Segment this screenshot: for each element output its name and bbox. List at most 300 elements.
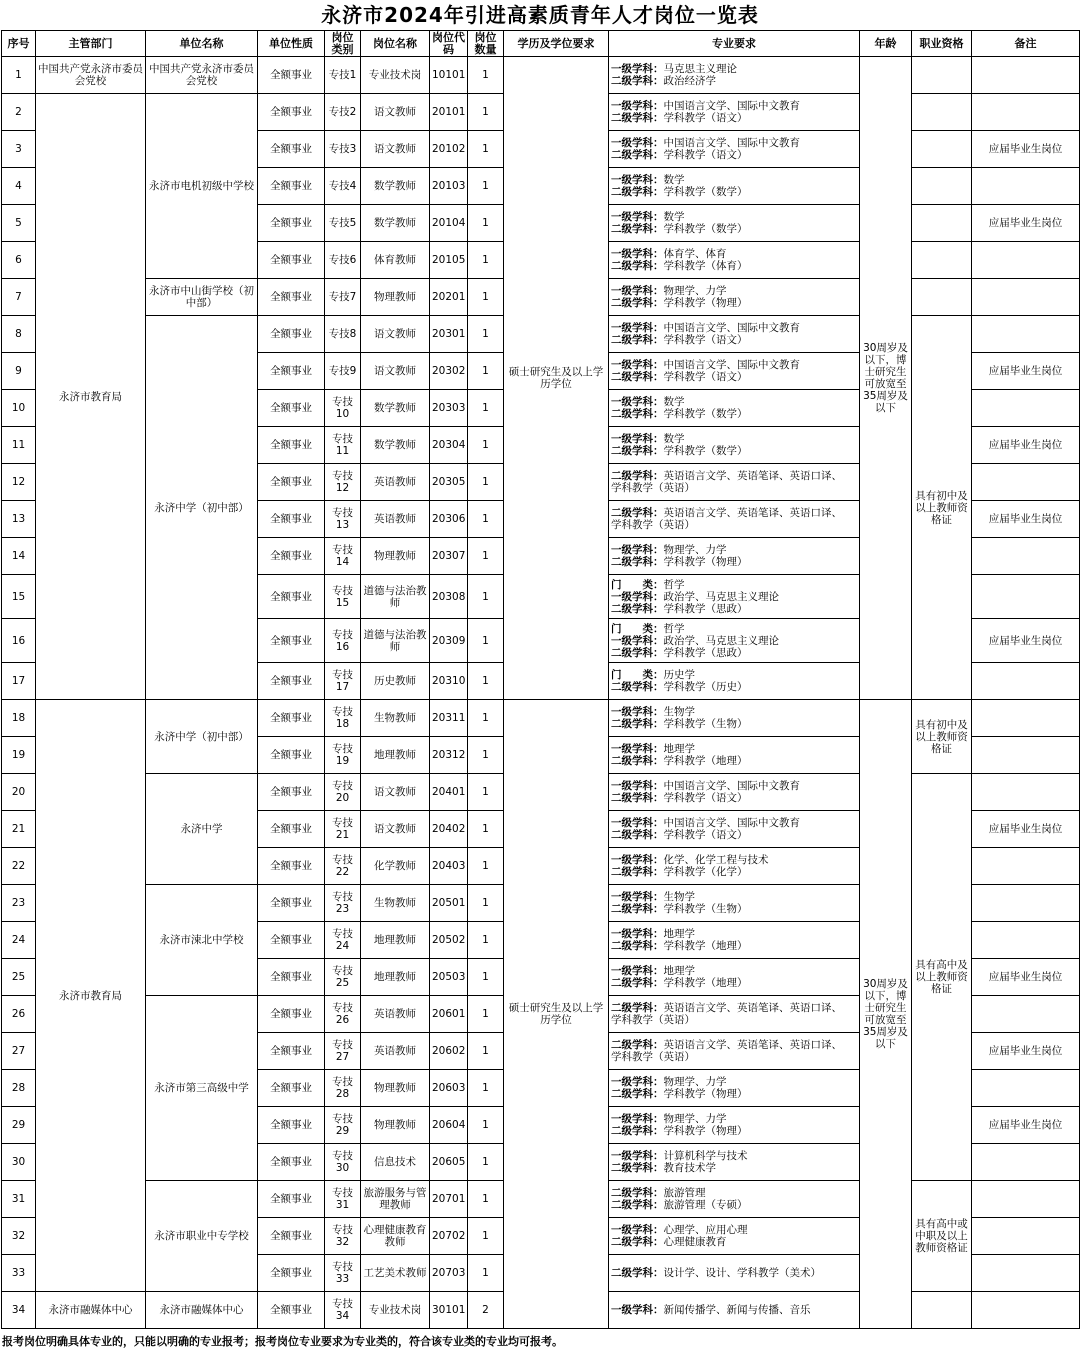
major-line	[611, 1199, 857, 1211]
cell-note: 应届毕业生岗位	[972, 959, 1080, 996]
cell-major	[609, 168, 860, 205]
major-line	[611, 186, 857, 198]
cell-seq: 11	[2, 427, 36, 464]
cell-category: 专技26	[325, 996, 361, 1033]
major-line	[611, 544, 857, 556]
cell-note	[972, 538, 1080, 575]
cell-age: 30周岁及以下，博士研究生可放宽至35周岁及以下	[860, 57, 912, 700]
major-level: 二级学科：	[611, 602, 664, 615]
cell-qualification	[912, 168, 972, 205]
major-subjects: 物理学、力学	[663, 544, 727, 556]
cell-dept: 永济市融媒体中心	[36, 1292, 146, 1329]
cell-position-name: 数学教师	[361, 168, 430, 205]
major-level: 门 类：	[611, 669, 664, 681]
positions-table	[1, 30, 1080, 1329]
major-line	[611, 149, 857, 161]
cell-nature: 全额事业	[258, 1033, 325, 1070]
major-level: 二级学科：	[611, 1236, 664, 1248]
major-line	[611, 623, 857, 635]
cell-note	[972, 922, 1080, 959]
major-subjects: 学科教学（语文）	[663, 371, 748, 383]
major-line	[611, 75, 857, 87]
header-major: 专业要求	[609, 31, 860, 57]
major-subjects: 哲学	[663, 622, 685, 635]
major-line	[611, 591, 857, 603]
major-line	[611, 211, 857, 223]
cell-nature: 全额事业	[258, 774, 325, 811]
major-subjects: 心理学、应用心理	[663, 1224, 748, 1236]
cell-major	[609, 464, 860, 501]
cell-seq: 4	[2, 168, 36, 205]
cell-position-name: 专业技术岗	[361, 1292, 430, 1329]
major-subjects: 英语语言文学、英语笔译、英语口译、	[663, 1039, 842, 1051]
cell-dept: 中国共产党永济市委员会党校	[36, 57, 146, 94]
cell-note	[972, 94, 1080, 131]
cell-category: 专技8	[325, 316, 361, 353]
major-line	[611, 285, 857, 297]
header-nature: 单位性质	[258, 31, 325, 57]
cell-position-code: 20303	[430, 390, 468, 427]
cell-category: 专技19	[325, 737, 361, 774]
major-subjects: 中国语言文学、国际中文教育	[663, 322, 800, 334]
cell-position-code: 20312	[430, 737, 468, 774]
cell-position-code: 20311	[430, 700, 468, 737]
major-subjects: 学科教学（语文）	[663, 334, 748, 346]
cell-position-count: 1	[468, 131, 504, 168]
cell-seq: 18	[2, 700, 36, 737]
cell-position-code: 20201	[430, 279, 468, 316]
major-level: 二级学科：	[611, 75, 664, 87]
cell-qualification	[912, 279, 972, 316]
cell-category: 专技29	[325, 1107, 361, 1144]
cell-category: 专技23	[325, 885, 361, 922]
major-level: 一级学科：	[611, 1076, 664, 1088]
cell-position-count: 1	[468, 619, 504, 663]
cell-position-code: 20301	[430, 316, 468, 353]
cell-seq: 20	[2, 774, 36, 811]
major-level: 二级学科：	[611, 829, 664, 841]
cell-unit: 永济市电机初级中学校	[146, 94, 258, 279]
cell-position-name: 生物教师	[361, 700, 430, 737]
major-line	[611, 359, 857, 371]
major-line	[611, 829, 857, 841]
cell-category: 专技17	[325, 663, 361, 700]
cell-position-count: 1	[468, 1144, 504, 1181]
cell-qualification: 具有初中及以上教师资格证	[912, 316, 972, 700]
major-line	[611, 579, 857, 591]
cell-position-code: 20701	[430, 1181, 468, 1218]
cell-nature: 全额事业	[258, 316, 325, 353]
cell-seq: 21	[2, 811, 36, 848]
major-subjects: 学科教学（体育）	[663, 260, 748, 272]
cell-seq: 30	[2, 1144, 36, 1181]
cell-category: 专技18	[325, 700, 361, 737]
cell-major	[609, 959, 860, 996]
cell-category: 专技32	[325, 1218, 361, 1255]
major-line	[611, 1150, 857, 1162]
major-subjects: 物理学、力学	[663, 1076, 727, 1088]
major-line	[611, 556, 857, 568]
cell-nature: 全额事业	[258, 464, 325, 501]
cell-nature: 全额事业	[258, 1070, 325, 1107]
cell-major	[609, 427, 860, 464]
major-level: 一级学科：	[611, 854, 664, 866]
major-level: 二级学科：	[611, 223, 664, 235]
cell-major	[609, 242, 860, 279]
major-level: 二级学科：	[611, 507, 664, 519]
cell-position-count: 1	[468, 700, 504, 737]
cell-category: 专技20	[325, 774, 361, 811]
major-subjects: 学科教学（化学）	[663, 866, 748, 878]
cell-seq: 16	[2, 619, 36, 663]
cell-position-code: 10101	[430, 57, 468, 94]
major-line	[611, 334, 857, 346]
cell-seq: 7	[2, 279, 36, 316]
cell-nature: 全额事业	[258, 538, 325, 575]
major-level: 二级学科：	[611, 408, 664, 420]
cell-seq: 34	[2, 1292, 36, 1329]
cell-position-name: 语文教师	[361, 353, 430, 390]
cell-note: 应届毕业生岗位	[972, 1107, 1080, 1144]
major-subjects: 学科教学（数学）	[663, 186, 748, 198]
major-subjects: 学科教学（英语）	[611, 519, 695, 531]
cell-unit: 永济中学（初中部）	[146, 316, 258, 700]
major-line	[611, 891, 857, 903]
cell-nature: 全额事业	[258, 501, 325, 538]
major-subjects: 学科教学（物理）	[663, 297, 748, 309]
cell-seq: 15	[2, 575, 36, 619]
cell-note	[972, 885, 1080, 922]
major-level: 二级学科：	[611, 1088, 664, 1100]
major-subjects: 学科教学（地理）	[663, 755, 748, 767]
major-level: 门 类：	[611, 578, 664, 591]
major-level: 二级学科：	[611, 646, 664, 659]
major-line	[611, 977, 857, 989]
cell-seq: 8	[2, 316, 36, 353]
cell-position-code: 20308	[430, 575, 468, 619]
cell-nature: 全额事业	[258, 663, 325, 700]
cell-category: 专技4	[325, 168, 361, 205]
major-subjects: 化学、化学工程与技术	[663, 854, 769, 866]
cell-major	[609, 1181, 860, 1218]
cell-position-name: 数学教师	[361, 427, 430, 464]
cell-position-code: 20310	[430, 663, 468, 700]
cell-nature: 全额事业	[258, 885, 325, 922]
cell-position-code: 20103	[430, 168, 468, 205]
cell-position-count: 1	[468, 575, 504, 619]
cell-position-name: 物理教师	[361, 538, 430, 575]
header-age: 年龄	[860, 31, 912, 57]
cell-major	[609, 1218, 860, 1255]
cell-category: 专技24	[325, 922, 361, 959]
major-subjects: 学科教学（思政）	[663, 646, 748, 659]
major-line	[611, 1039, 857, 1051]
cell-category: 专技12	[325, 464, 361, 501]
cell-position-count: 2	[468, 1292, 504, 1329]
major-subjects: 哲学	[663, 578, 685, 591]
cell-note	[972, 57, 1080, 94]
major-level: 二级学科：	[611, 112, 664, 124]
cell-education: 硕士研究生及以上学历学位	[504, 700, 609, 1329]
cell-qualification: 具有初中及以上教师资格证	[912, 700, 972, 774]
cell-position-count: 1	[468, 242, 504, 279]
major-subjects: 政治经济学	[663, 75, 716, 87]
header-position-name: 岗位名称	[361, 31, 430, 57]
cell-major	[609, 996, 860, 1033]
cell-seq: 17	[2, 663, 36, 700]
cell-seq: 6	[2, 242, 36, 279]
major-subjects: 英语语言文学、英语笔译、英语口译、	[663, 1002, 842, 1014]
major-subjects: 学科教学（数学）	[663, 223, 748, 235]
cell-seq: 23	[2, 885, 36, 922]
cell-nature: 全额事业	[258, 848, 325, 885]
major-level: 一级学科：	[611, 891, 664, 903]
cell-major	[609, 700, 860, 737]
cell-category: 专技3	[325, 131, 361, 168]
cell-major	[609, 501, 860, 538]
cell-seq: 1	[2, 57, 36, 94]
cell-position-name: 英语教师	[361, 464, 430, 501]
cell-note: 应届毕业生岗位	[972, 619, 1080, 663]
cell-seq: 14	[2, 538, 36, 575]
cell-category: 专技15	[325, 575, 361, 619]
major-level: 一级学科：	[611, 780, 664, 792]
major-subjects: 物理学、力学	[663, 1113, 727, 1125]
major-subjects: 物理学、力学	[663, 285, 727, 297]
major-line	[611, 1304, 857, 1316]
major-line	[611, 817, 857, 829]
cell-major	[609, 1255, 860, 1292]
major-level: 二级学科：	[611, 1039, 664, 1051]
cell-qualification: 具有高中或中职及以上教师资格证	[912, 1181, 972, 1292]
major-subjects: 英语语言文学、英语笔译、英语口译、	[663, 470, 842, 482]
header-position-code: 岗位代码	[430, 31, 468, 57]
major-subjects: 学科教学（生物）	[663, 903, 748, 915]
major-subjects: 设计学、设计、学科教学（美术）	[663, 1267, 821, 1279]
cell-nature: 全额事业	[258, 996, 325, 1033]
major-level: 一级学科：	[611, 965, 664, 977]
cell-note	[972, 242, 1080, 279]
cell-seq: 13	[2, 501, 36, 538]
cell-note	[972, 1070, 1080, 1107]
cell-qualification	[912, 205, 972, 242]
cell-note	[972, 168, 1080, 205]
cell-category: 专技14	[325, 538, 361, 575]
major-line	[611, 519, 857, 531]
table-row	[2, 57, 1080, 94]
cell-major	[609, 1033, 860, 1070]
major-level: 二级学科：	[611, 1187, 664, 1199]
cell-major	[609, 885, 860, 922]
major-subjects: 中国语言文学、国际中文教育	[663, 817, 800, 829]
major-level: 二级学科：	[611, 977, 664, 989]
major-line	[611, 940, 857, 952]
cell-position-name: 物理教师	[361, 279, 430, 316]
cell-category: 专技6	[325, 242, 361, 279]
cell-note	[972, 1218, 1080, 1255]
major-subjects: 教育技术学	[663, 1162, 716, 1174]
cell-category: 专技10	[325, 390, 361, 427]
cell-position-name: 旅游服务与管理教师	[361, 1181, 430, 1218]
cell-position-count: 1	[468, 57, 504, 94]
major-subjects: 学科教学（英语）	[611, 1014, 695, 1026]
major-subjects: 心理健康教育	[663, 1236, 727, 1248]
cell-qualification	[912, 1292, 972, 1329]
cell-position-count: 1	[468, 811, 504, 848]
major-subjects: 数学	[663, 211, 685, 223]
major-level: 一级学科：	[611, 817, 664, 829]
major-subjects: 旅游管理（专硕）	[663, 1199, 748, 1211]
major-level: 一级学科：	[611, 1113, 664, 1125]
major-line	[611, 780, 857, 792]
cell-position-count: 1	[468, 996, 504, 1033]
cell-position-name: 体育教师	[361, 242, 430, 279]
major-subjects: 马克思主义理论	[663, 63, 737, 75]
cell-major	[609, 205, 860, 242]
major-level: 一级学科：	[611, 590, 664, 603]
major-subjects: 学科教学（数学）	[663, 408, 748, 420]
cell-position-count: 1	[468, 94, 504, 131]
cell-major	[609, 1292, 860, 1329]
cell-position-name: 物理教师	[361, 1070, 430, 1107]
cell-qualification: 具有高中及以上教师资格证	[912, 774, 972, 1181]
cell-position-name: 信息技术	[361, 1144, 430, 1181]
cell-note: 应届毕业生岗位	[972, 811, 1080, 848]
cell-note	[972, 737, 1080, 774]
cell-seq: 32	[2, 1218, 36, 1255]
cell-position-count: 1	[468, 1033, 504, 1070]
major-level: 一级学科：	[611, 1224, 664, 1236]
cell-major	[609, 1144, 860, 1181]
cell-position-count: 1	[468, 737, 504, 774]
cell-position-name: 语文教师	[361, 811, 430, 848]
cell-position-name: 语文教师	[361, 774, 430, 811]
major-subjects: 学科教学（物理）	[663, 556, 748, 568]
cell-category: 专技31	[325, 1181, 361, 1218]
major-subjects: 学科教学（数学）	[663, 445, 748, 457]
major-subjects: 数学	[663, 396, 685, 408]
major-subjects: 中国语言文学、国际中文教育	[663, 137, 800, 149]
major-subjects: 体育学、体育	[663, 248, 727, 260]
cell-education: 硕士研究生及以上学历学位	[504, 57, 609, 700]
cell-major	[609, 774, 860, 811]
major-line	[611, 1113, 857, 1125]
cell-position-name: 数学教师	[361, 390, 430, 427]
major-level: 一级学科：	[611, 1150, 664, 1162]
cell-nature: 全额事业	[258, 353, 325, 390]
cell-major	[609, 131, 860, 168]
cell-nature: 全额事业	[258, 1181, 325, 1218]
major-level: 二级学科：	[611, 1199, 664, 1211]
header-position-count: 岗位数量	[468, 31, 504, 57]
major-subjects: 学科教学（语文）	[663, 792, 748, 804]
cell-position-count: 1	[468, 1070, 504, 1107]
cell-dept: 永济市教育局	[36, 700, 146, 1292]
cell-major	[609, 316, 860, 353]
cell-position-code: 20605	[430, 1144, 468, 1181]
major-subjects: 中国语言文学、国际中文教育	[663, 780, 800, 792]
cell-position-count: 1	[468, 538, 504, 575]
cell-seq: 25	[2, 959, 36, 996]
cell-position-code: 20503	[430, 959, 468, 996]
major-subjects: 生物学	[663, 891, 695, 903]
cell-position-name: 道德与法治教师	[361, 575, 430, 619]
major-line	[611, 755, 857, 767]
cell-position-code: 20101	[430, 94, 468, 131]
major-level: 二级学科：	[611, 297, 664, 309]
major-level: 二级学科：	[611, 903, 664, 915]
cell-position-count: 1	[468, 427, 504, 464]
cell-seq: 12	[2, 464, 36, 501]
major-line	[611, 137, 857, 149]
major-level: 一级学科：	[611, 433, 664, 445]
cell-unit: 永济中学	[146, 774, 258, 885]
cell-position-name: 语文教师	[361, 316, 430, 353]
cell-position-name: 专业技术岗	[361, 57, 430, 94]
major-subjects: 学科教学（英语）	[611, 482, 695, 494]
cell-seq: 29	[2, 1107, 36, 1144]
cell-position-code: 20304	[430, 427, 468, 464]
cell-note	[972, 1255, 1080, 1292]
major-line	[611, 174, 857, 186]
cell-nature: 全额事业	[258, 168, 325, 205]
cell-note: 应届毕业生岗位	[972, 131, 1080, 168]
major-line	[611, 965, 857, 977]
major-line	[611, 603, 857, 615]
cell-position-name: 地理教师	[361, 922, 430, 959]
cell-position-name: 化学教师	[361, 848, 430, 885]
cell-category: 专技9	[325, 353, 361, 390]
cell-nature: 全额事业	[258, 94, 325, 131]
cell-position-name: 英语教师	[361, 501, 430, 538]
cell-position-name: 语文教师	[361, 131, 430, 168]
major-subjects: 学科教学（语文）	[663, 829, 748, 841]
cell-category: 专技25	[325, 959, 361, 996]
major-line	[611, 718, 857, 730]
cell-major	[609, 94, 860, 131]
major-subjects: 旅游管理	[663, 1187, 706, 1199]
cell-dept: 永济市教育局	[36, 94, 146, 700]
cell-unit: 永济市中山街学校（初中部）	[146, 279, 258, 316]
major-line	[611, 669, 857, 681]
major-level: 门 类：	[611, 622, 664, 635]
cell-nature: 全额事业	[258, 205, 325, 242]
major-line	[611, 248, 857, 260]
cell-category: 专技5	[325, 205, 361, 242]
major-line	[611, 470, 857, 482]
cell-major	[609, 1070, 860, 1107]
cell-major	[609, 737, 860, 774]
major-line	[611, 507, 857, 519]
major-line	[611, 792, 857, 804]
header-category: 岗位类别	[325, 31, 361, 57]
major-level: 一级学科：	[611, 211, 664, 223]
cell-position-name: 地理教师	[361, 959, 430, 996]
cell-position-count: 1	[468, 1181, 504, 1218]
major-subjects: 学科教学（历史）	[663, 681, 748, 693]
cell-category: 专技1	[325, 57, 361, 94]
cell-major	[609, 922, 860, 959]
major-level: 二级学科：	[611, 260, 664, 272]
major-subjects: 历史学	[663, 669, 695, 681]
cell-position-code: 30101	[430, 1292, 468, 1329]
cell-seq: 33	[2, 1255, 36, 1292]
cell-nature: 全额事业	[258, 279, 325, 316]
major-level: 二级学科：	[611, 186, 664, 198]
cell-category: 专技28	[325, 1070, 361, 1107]
cell-category: 专技13	[325, 501, 361, 538]
major-level: 一级学科：	[611, 544, 664, 556]
